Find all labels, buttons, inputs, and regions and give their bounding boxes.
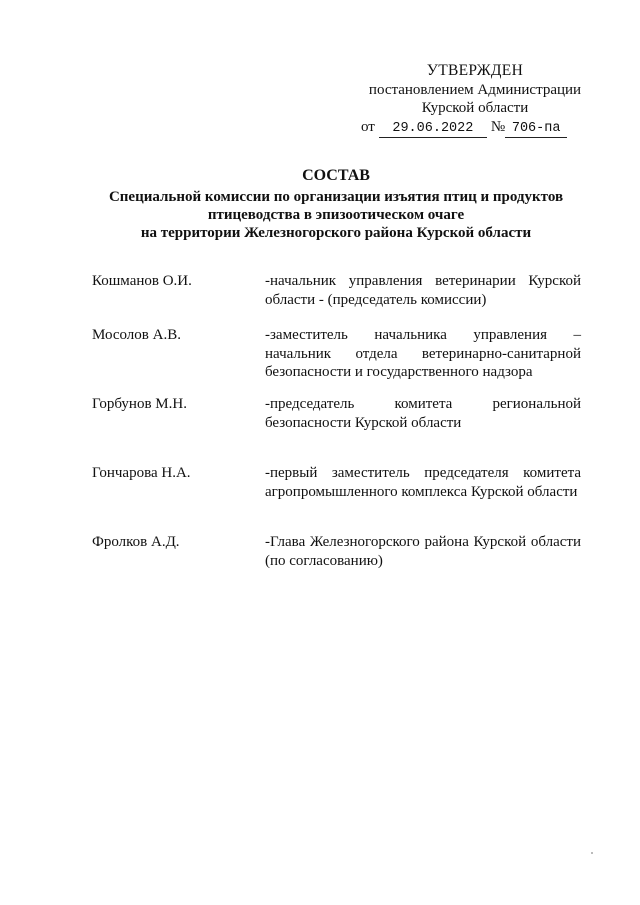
title-head: СОСТАВ <box>302 167 370 184</box>
document-title <box>60 167 612 242</box>
approval-line-1: постановлением Администрации <box>368 81 582 98</box>
approval-status: УТВЕРЖДЕН <box>426 62 524 79</box>
title-line-2: птицеводства в эпизоотическом очаге <box>207 207 465 223</box>
approval-date-line <box>355 118 595 138</box>
scan-speck <box>591 852 593 854</box>
member-role: -первый заместитель председателя комитета агропромышленного комплекса Курской области <box>265 465 581 500</box>
approval-date: 29.06.2022 <box>379 121 487 138</box>
member-role: -председатель комитета региональной безопасности Курской области <box>265 396 581 431</box>
title-line-1: Специальной комиссии по организации изъятия птиц и продуктов <box>108 189 564 205</box>
member-role: -начальник управления ветеринарии Курской области - (председатель комиссии) <box>265 273 581 308</box>
approval-number: 706-па <box>505 121 567 138</box>
approval-line-2: Курской области <box>421 100 529 116</box>
member-name: Кошманов О.И. <box>92 273 192 289</box>
approval-stamp <box>355 62 595 138</box>
member-role: -заместитель начальника управления – начальник отдела ветеринарно-санитарной безопасности и государственного надзора <box>265 327 581 380</box>
member-name: Гончарова Н.А. <box>92 465 191 481</box>
member-role: -Глава Железногорского района Курской области (по согласованию) <box>265 534 581 569</box>
member-name: Горбунов М.Н. <box>92 396 187 412</box>
title-line-3: на территории Железногорского района Курской области <box>140 225 532 241</box>
date-prefix: от <box>361 118 375 135</box>
member-name: Фролков А.Д. <box>92 534 180 550</box>
number-sign: № <box>490 118 506 135</box>
member-name: Мосолов А.В. <box>92 327 181 343</box>
